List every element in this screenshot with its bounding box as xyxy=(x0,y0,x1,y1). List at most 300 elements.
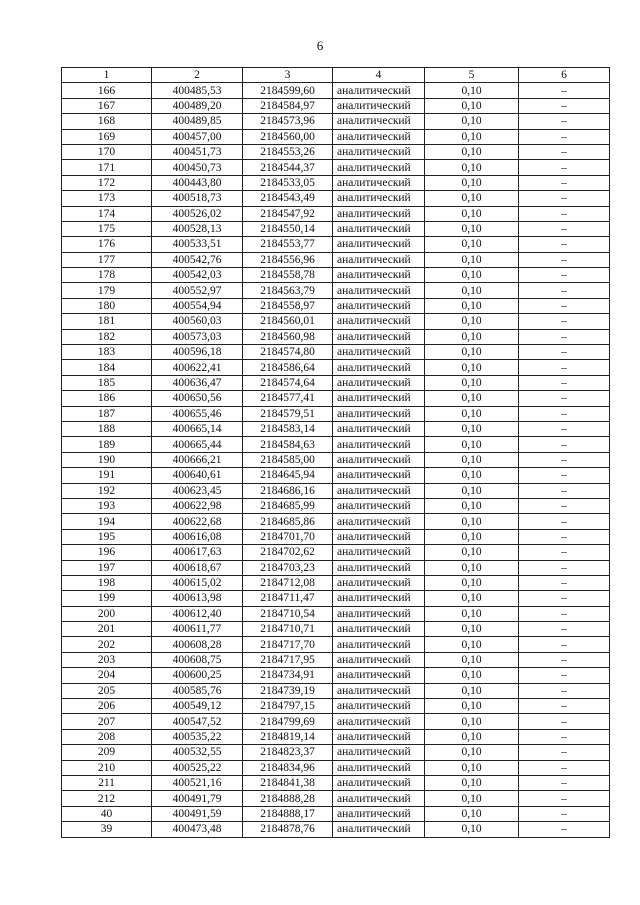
x-coordinate-cell: 400552,97 xyxy=(152,283,243,298)
table-row xyxy=(62,622,610,637)
point-number-cell: 169 xyxy=(62,129,152,144)
method-cell: аналитический xyxy=(333,160,425,175)
point-number-cell: 197 xyxy=(62,560,152,575)
description-cell: – xyxy=(519,468,610,483)
x-coordinate-cell: 400612,40 xyxy=(152,606,243,621)
method-cell: аналитический xyxy=(333,206,425,221)
y-coordinate-cell: 2184533,05 xyxy=(243,175,333,190)
column-header-2: 2 xyxy=(152,68,243,83)
point-number-cell: 208 xyxy=(62,729,152,744)
point-number-cell: 40 xyxy=(62,806,152,821)
accuracy-cell: 0,10 xyxy=(425,514,519,529)
y-coordinate-cell: 2184556,96 xyxy=(243,252,333,267)
point-number-cell: 179 xyxy=(62,283,152,298)
accuracy-cell: 0,10 xyxy=(425,391,519,406)
x-coordinate-cell: 400457,00 xyxy=(152,129,243,144)
x-coordinate-cell: 400489,20 xyxy=(152,98,243,113)
x-coordinate-cell: 400615,02 xyxy=(152,575,243,590)
table-row xyxy=(62,144,610,159)
table-row xyxy=(62,699,610,714)
accuracy-cell: 0,10 xyxy=(425,591,519,606)
point-number-cell: 184 xyxy=(62,360,152,375)
table-row xyxy=(62,375,610,390)
x-coordinate-cell: 400485,53 xyxy=(152,83,243,98)
point-number-cell: 170 xyxy=(62,144,152,159)
x-coordinate-cell: 400473,48 xyxy=(152,822,243,837)
accuracy-cell: 0,10 xyxy=(425,683,519,698)
accuracy-cell: 0,10 xyxy=(425,529,519,544)
y-coordinate-cell: 2184560,98 xyxy=(243,329,333,344)
x-coordinate-cell: 400622,98 xyxy=(152,498,243,513)
x-coordinate-cell: 400491,59 xyxy=(152,806,243,821)
x-coordinate-cell: 400542,76 xyxy=(152,252,243,267)
description-cell: – xyxy=(519,406,610,421)
x-coordinate-cell: 400491,79 xyxy=(152,791,243,806)
description-cell: – xyxy=(519,221,610,236)
y-coordinate-cell: 2184550,14 xyxy=(243,221,333,236)
y-coordinate-cell: 2184888,28 xyxy=(243,791,333,806)
method-cell: аналитический xyxy=(333,391,425,406)
y-coordinate-cell: 2184645,94 xyxy=(243,468,333,483)
y-coordinate-cell: 2184797,15 xyxy=(243,699,333,714)
point-number-cell: 173 xyxy=(62,191,152,206)
table-row xyxy=(62,298,610,313)
point-number-cell: 175 xyxy=(62,221,152,236)
point-number-cell: 201 xyxy=(62,622,152,637)
table-row xyxy=(62,514,610,529)
point-number-cell: 202 xyxy=(62,637,152,652)
y-coordinate-cell: 2184553,77 xyxy=(243,237,333,252)
y-coordinate-cell: 2184685,99 xyxy=(243,498,333,513)
accuracy-cell: 0,10 xyxy=(425,160,519,175)
table-row xyxy=(62,791,610,806)
x-coordinate-cell: 400450,73 xyxy=(152,160,243,175)
description-cell: – xyxy=(519,283,610,298)
x-coordinate-cell: 400535,22 xyxy=(152,729,243,744)
description-cell: – xyxy=(519,591,610,606)
accuracy-cell: 0,10 xyxy=(425,406,519,421)
table-row xyxy=(62,745,610,760)
method-cell: аналитический xyxy=(333,714,425,729)
accuracy-cell: 0,10 xyxy=(425,191,519,206)
method-cell: аналитический xyxy=(333,421,425,436)
accuracy-cell: 0,10 xyxy=(425,791,519,806)
x-coordinate-cell: 400596,18 xyxy=(152,345,243,360)
y-coordinate-cell: 2184717,95 xyxy=(243,652,333,667)
description-cell: – xyxy=(519,175,610,190)
description-cell: – xyxy=(519,391,610,406)
table-row xyxy=(62,545,610,560)
table-row xyxy=(62,760,610,775)
column-header-6: 6 xyxy=(519,68,610,83)
point-number-cell: 203 xyxy=(62,652,152,667)
table-row xyxy=(62,360,610,375)
description-cell: – xyxy=(519,329,610,344)
accuracy-cell: 0,10 xyxy=(425,806,519,821)
method-cell: аналитический xyxy=(333,237,425,252)
point-number-cell: 200 xyxy=(62,606,152,621)
y-coordinate-cell: 2184563,79 xyxy=(243,283,333,298)
y-coordinate-cell: 2184584,63 xyxy=(243,437,333,452)
x-coordinate-cell: 400613,98 xyxy=(152,591,243,606)
x-coordinate-cell: 400665,44 xyxy=(152,437,243,452)
method-cell: аналитический xyxy=(333,345,425,360)
table-row xyxy=(62,160,610,175)
x-coordinate-cell: 400585,76 xyxy=(152,683,243,698)
point-number-cell: 172 xyxy=(62,175,152,190)
y-coordinate-cell: 2184712,08 xyxy=(243,575,333,590)
point-number-cell: 195 xyxy=(62,529,152,544)
x-coordinate-cell: 400618,67 xyxy=(152,560,243,575)
x-coordinate-cell: 400526,02 xyxy=(152,206,243,221)
y-coordinate-cell: 2184579,51 xyxy=(243,406,333,421)
point-number-cell: 207 xyxy=(62,714,152,729)
accuracy-cell: 0,10 xyxy=(425,221,519,236)
description-cell: – xyxy=(519,237,610,252)
y-coordinate-cell: 2184574,80 xyxy=(243,345,333,360)
x-coordinate-cell: 400623,45 xyxy=(152,483,243,498)
y-coordinate-cell: 2184823,37 xyxy=(243,745,333,760)
description-cell: – xyxy=(519,360,610,375)
description-cell: – xyxy=(519,252,610,267)
method-cell: аналитический xyxy=(333,745,425,760)
description-cell: – xyxy=(519,652,610,667)
point-number-cell: 206 xyxy=(62,699,152,714)
description-cell: – xyxy=(519,498,610,513)
y-coordinate-cell: 2184544,37 xyxy=(243,160,333,175)
method-cell: аналитический xyxy=(333,406,425,421)
method-cell: аналитический xyxy=(333,699,425,714)
accuracy-cell: 0,10 xyxy=(425,468,519,483)
point-number-cell: 209 xyxy=(62,745,152,760)
x-coordinate-cell: 400666,21 xyxy=(152,452,243,467)
accuracy-cell: 0,10 xyxy=(425,606,519,621)
point-number-cell: 211 xyxy=(62,775,152,790)
y-coordinate-cell: 2184878,76 xyxy=(243,822,333,837)
method-cell: аналитический xyxy=(333,514,425,529)
table-body xyxy=(62,83,610,837)
point-number-cell: 196 xyxy=(62,545,152,560)
description-cell: – xyxy=(519,314,610,329)
accuracy-cell: 0,10 xyxy=(425,237,519,252)
point-number-cell: 168 xyxy=(62,114,152,129)
table-row xyxy=(62,822,610,837)
description-cell: – xyxy=(519,714,610,729)
description-cell: – xyxy=(519,345,610,360)
description-cell: – xyxy=(519,514,610,529)
accuracy-cell: 0,10 xyxy=(425,83,519,98)
method-cell: аналитический xyxy=(333,560,425,575)
x-coordinate-cell: 400608,28 xyxy=(152,637,243,652)
accuracy-cell: 0,10 xyxy=(425,760,519,775)
method-cell: аналитический xyxy=(333,591,425,606)
method-cell: аналитический xyxy=(333,775,425,790)
y-coordinate-cell: 2184739,19 xyxy=(243,683,333,698)
method-cell: аналитический xyxy=(333,606,425,621)
x-coordinate-cell: 400608,75 xyxy=(152,652,243,667)
y-coordinate-cell: 2184711,47 xyxy=(243,591,333,606)
x-coordinate-cell: 400518,73 xyxy=(152,191,243,206)
method-cell: аналитический xyxy=(333,668,425,683)
y-coordinate-cell: 2184710,71 xyxy=(243,622,333,637)
method-cell: аналитический xyxy=(333,452,425,467)
point-number-cell: 166 xyxy=(62,83,152,98)
description-cell: – xyxy=(519,668,610,683)
description-cell: – xyxy=(519,760,610,775)
table-row xyxy=(62,560,610,575)
method-cell: аналитический xyxy=(333,252,425,267)
method-cell: аналитический xyxy=(333,468,425,483)
point-number-cell: 210 xyxy=(62,760,152,775)
point-number-cell: 188 xyxy=(62,421,152,436)
method-cell: аналитический xyxy=(333,637,425,652)
method-cell: аналитический xyxy=(333,483,425,498)
column-header-4: 4 xyxy=(333,68,425,83)
accuracy-cell: 0,10 xyxy=(425,622,519,637)
table-row xyxy=(62,268,610,283)
method-cell: аналитический xyxy=(333,791,425,806)
page-number: 6 xyxy=(316,38,324,53)
method-cell: аналитический xyxy=(333,98,425,113)
method-cell: аналитический xyxy=(333,175,425,190)
point-number-cell: 205 xyxy=(62,683,152,698)
accuracy-cell: 0,10 xyxy=(425,775,519,790)
method-cell: аналитический xyxy=(333,83,425,98)
x-coordinate-cell: 400443,80 xyxy=(152,175,243,190)
accuracy-cell: 0,10 xyxy=(425,345,519,360)
x-coordinate-cell: 400533,51 xyxy=(152,237,243,252)
table-row xyxy=(62,329,610,344)
y-coordinate-cell: 2184710,54 xyxy=(243,606,333,621)
method-cell: аналитический xyxy=(333,683,425,698)
x-coordinate-cell: 400560,03 xyxy=(152,314,243,329)
method-cell: аналитический xyxy=(333,652,425,667)
method-cell: аналитический xyxy=(333,806,425,821)
y-coordinate-cell: 2184701,70 xyxy=(243,529,333,544)
x-coordinate-cell: 400636,47 xyxy=(152,375,243,390)
table-row xyxy=(62,483,610,498)
point-number-cell: 198 xyxy=(62,575,152,590)
x-coordinate-cell: 400532,55 xyxy=(152,745,243,760)
accuracy-cell: 0,10 xyxy=(425,575,519,590)
table-row xyxy=(62,221,610,236)
point-number-cell: 194 xyxy=(62,514,152,529)
accuracy-cell: 0,10 xyxy=(425,114,519,129)
description-cell: – xyxy=(519,575,610,590)
accuracy-cell: 0,10 xyxy=(425,668,519,683)
description-cell: – xyxy=(519,806,610,821)
accuracy-cell: 0,10 xyxy=(425,129,519,144)
description-cell: – xyxy=(519,83,610,98)
method-cell: аналитический xyxy=(333,329,425,344)
x-coordinate-cell: 400665,14 xyxy=(152,421,243,436)
accuracy-cell: 0,10 xyxy=(425,745,519,760)
description-cell: – xyxy=(519,545,610,560)
accuracy-cell: 0,10 xyxy=(425,699,519,714)
accuracy-cell: 0,10 xyxy=(425,375,519,390)
table-row xyxy=(62,83,610,98)
point-number-cell: 190 xyxy=(62,452,152,467)
table-row xyxy=(62,314,610,329)
x-coordinate-cell: 400521,16 xyxy=(152,775,243,790)
y-coordinate-cell: 2184717,70 xyxy=(243,637,333,652)
method-cell: аналитический xyxy=(333,298,425,313)
y-coordinate-cell: 2184553,26 xyxy=(243,144,333,159)
method-cell: аналитический xyxy=(333,437,425,452)
table-row xyxy=(62,175,610,190)
description-cell: – xyxy=(519,298,610,313)
x-coordinate-cell: 400611,77 xyxy=(152,622,243,637)
y-coordinate-cell: 2184734,91 xyxy=(243,668,333,683)
accuracy-cell: 0,10 xyxy=(425,421,519,436)
description-cell: – xyxy=(519,622,610,637)
table-row xyxy=(62,391,610,406)
point-number-cell: 204 xyxy=(62,668,152,683)
method-cell: аналитический xyxy=(333,314,425,329)
y-coordinate-cell: 2184547,92 xyxy=(243,206,333,221)
x-coordinate-cell: 400616,08 xyxy=(152,529,243,544)
x-coordinate-cell: 400528,13 xyxy=(152,221,243,236)
point-number-cell: 178 xyxy=(62,268,152,283)
table-row xyxy=(62,714,610,729)
table-row xyxy=(62,114,610,129)
table-row xyxy=(62,283,610,298)
accuracy-cell: 0,10 xyxy=(425,175,519,190)
point-number-cell: 177 xyxy=(62,252,152,267)
x-coordinate-cell: 400640,61 xyxy=(152,468,243,483)
y-coordinate-cell: 2184543,49 xyxy=(243,191,333,206)
x-coordinate-cell: 400549,12 xyxy=(152,699,243,714)
x-coordinate-cell: 400622,41 xyxy=(152,360,243,375)
description-cell: – xyxy=(519,268,610,283)
point-number-cell: 182 xyxy=(62,329,152,344)
table-row xyxy=(62,252,610,267)
table-row xyxy=(62,652,610,667)
description-cell: – xyxy=(519,529,610,544)
accuracy-cell: 0,10 xyxy=(425,545,519,560)
x-coordinate-cell: 400655,46 xyxy=(152,406,243,421)
accuracy-cell: 0,10 xyxy=(425,144,519,159)
point-number-cell: 193 xyxy=(62,498,152,513)
description-cell: – xyxy=(519,452,610,467)
accuracy-cell: 0,10 xyxy=(425,452,519,467)
accuracy-cell: 0,10 xyxy=(425,822,519,837)
method-cell: аналитический xyxy=(333,144,425,159)
y-coordinate-cell: 2184560,01 xyxy=(243,314,333,329)
method-cell: аналитический xyxy=(333,498,425,513)
table-row xyxy=(62,498,610,513)
description-cell: – xyxy=(519,791,610,806)
y-coordinate-cell: 2184558,97 xyxy=(243,298,333,313)
point-number-cell: 186 xyxy=(62,391,152,406)
y-coordinate-cell: 2184686,16 xyxy=(243,483,333,498)
accuracy-cell: 0,10 xyxy=(425,498,519,513)
y-coordinate-cell: 2184841,38 xyxy=(243,775,333,790)
table-row xyxy=(62,529,610,544)
method-cell: аналитический xyxy=(333,729,425,744)
table-row xyxy=(62,129,610,144)
y-coordinate-cell: 2184685,86 xyxy=(243,514,333,529)
y-coordinate-cell: 2184702,62 xyxy=(243,545,333,560)
method-cell: аналитический xyxy=(333,191,425,206)
method-cell: аналитический xyxy=(333,375,425,390)
method-cell: аналитический xyxy=(333,760,425,775)
accuracy-cell: 0,10 xyxy=(425,714,519,729)
point-number-cell: 187 xyxy=(62,406,152,421)
accuracy-cell: 0,10 xyxy=(425,729,519,744)
description-cell: – xyxy=(519,421,610,436)
description-cell: – xyxy=(519,775,610,790)
accuracy-cell: 0,10 xyxy=(425,98,519,113)
point-number-cell: 192 xyxy=(62,483,152,498)
accuracy-cell: 0,10 xyxy=(425,560,519,575)
table-row xyxy=(62,668,610,683)
y-coordinate-cell: 2184799,69 xyxy=(243,714,333,729)
method-cell: аналитический xyxy=(333,221,425,236)
point-number-cell: 171 xyxy=(62,160,152,175)
method-cell: аналитический xyxy=(333,529,425,544)
table-row xyxy=(62,421,610,436)
point-number-cell: 39 xyxy=(62,822,152,837)
x-coordinate-cell: 400525,22 xyxy=(152,760,243,775)
point-number-cell: 191 xyxy=(62,468,152,483)
accuracy-cell: 0,10 xyxy=(425,652,519,667)
accuracy-cell: 0,10 xyxy=(425,252,519,267)
table-row xyxy=(62,683,610,698)
table-row xyxy=(62,437,610,452)
y-coordinate-cell: 2184577,41 xyxy=(243,391,333,406)
table-row xyxy=(62,637,610,652)
y-coordinate-cell: 2184819,14 xyxy=(243,729,333,744)
description-cell: – xyxy=(519,606,610,621)
y-coordinate-cell: 2184574,64 xyxy=(243,375,333,390)
table-header-row xyxy=(62,68,610,83)
table-row xyxy=(62,606,610,621)
accuracy-cell: 0,10 xyxy=(425,206,519,221)
x-coordinate-cell: 400622,68 xyxy=(152,514,243,529)
point-number-cell: 185 xyxy=(62,375,152,390)
accuracy-cell: 0,10 xyxy=(425,637,519,652)
description-cell: – xyxy=(519,98,610,113)
accuracy-cell: 0,10 xyxy=(425,360,519,375)
accuracy-cell: 0,10 xyxy=(425,283,519,298)
description-cell: – xyxy=(519,683,610,698)
method-cell: аналитический xyxy=(333,360,425,375)
x-coordinate-cell: 400451,73 xyxy=(152,144,243,159)
table-row xyxy=(62,468,610,483)
point-number-cell: 189 xyxy=(62,437,152,452)
point-number-cell: 183 xyxy=(62,345,152,360)
accuracy-cell: 0,10 xyxy=(425,314,519,329)
method-cell: аналитический xyxy=(333,114,425,129)
table-row xyxy=(62,806,610,821)
description-cell: – xyxy=(519,560,610,575)
point-number-cell: 167 xyxy=(62,98,152,113)
y-coordinate-cell: 2184888,17 xyxy=(243,806,333,821)
description-cell: – xyxy=(519,437,610,452)
coordinates-table xyxy=(61,67,610,838)
table-row xyxy=(62,575,610,590)
accuracy-cell: 0,10 xyxy=(425,329,519,344)
description-cell: – xyxy=(519,129,610,144)
x-coordinate-cell: 400573,03 xyxy=(152,329,243,344)
description-cell: – xyxy=(519,114,610,129)
description-cell: – xyxy=(519,637,610,652)
table-row xyxy=(62,191,610,206)
description-cell: – xyxy=(519,822,610,837)
column-header-1: 1 xyxy=(62,68,152,83)
accuracy-cell: 0,10 xyxy=(425,437,519,452)
